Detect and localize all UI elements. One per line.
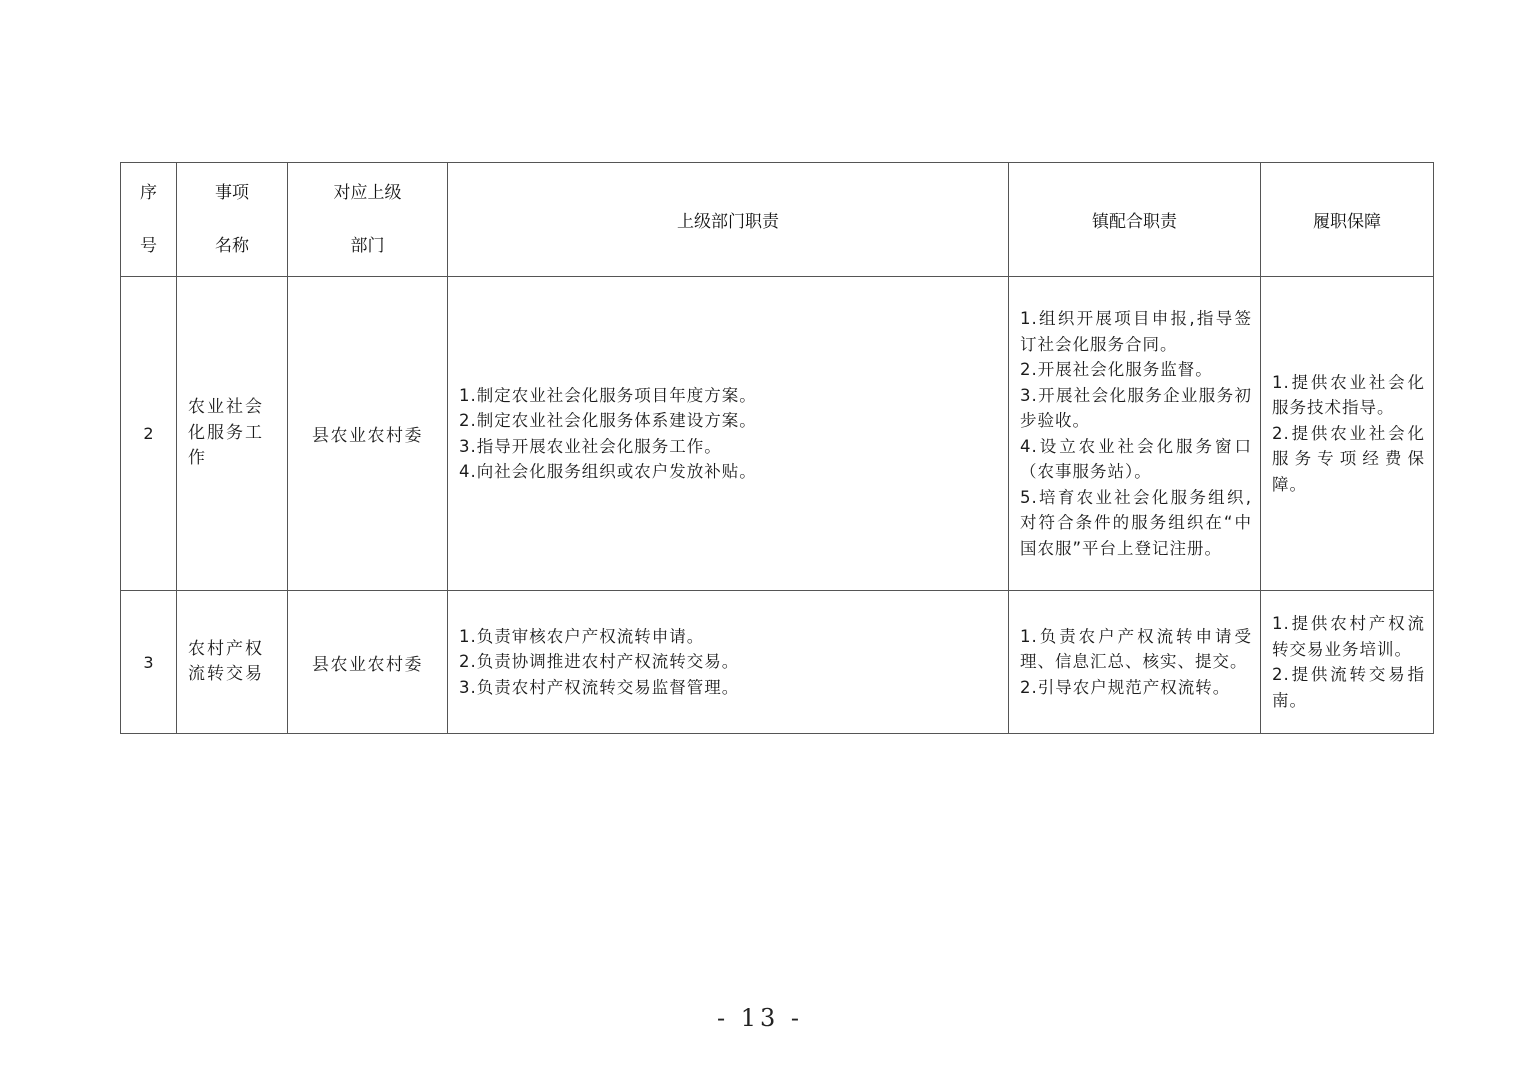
upper-duty-item: 2.制定农业社会化服务体系建设方案。	[459, 411, 757, 430]
header-seq-line2: 号	[140, 235, 157, 256]
table-row	[121, 277, 1434, 591]
row-town-duties	[1009, 591, 1261, 734]
guarantee-item: 2.提供流转交易指南。	[1272, 665, 1425, 710]
upper-duty-item: 1.制定农业社会化服务项目年度方案。	[459, 385, 757, 405]
guarantee-item: 1.提供农村产权流转交易业务培训。	[1272, 614, 1425, 659]
row-upper-duties	[448, 591, 1009, 734]
header-upper-dept	[288, 163, 448, 277]
row-town-duties	[1009, 277, 1261, 591]
row-seq: 2	[121, 277, 177, 591]
header-item-name	[177, 163, 288, 277]
table-row	[121, 591, 1434, 734]
row-upper-duties	[448, 277, 1009, 591]
upper-duty-item: 2.负责协调推进农村产权流转交易。	[459, 652, 740, 672]
header-seq-line1: 序	[140, 182, 157, 203]
row-item-name: 农业社会化服务工作	[177, 277, 288, 591]
upper-duty-item: 3.负责农村产权流转交易监督管理。	[459, 677, 740, 697]
town-duty-item: 5.培育农业社会化服务组织,对符合条件的服务组织在“中国农服”平台上登记注册。	[1020, 487, 1252, 558]
upper-duty-item: 3.指导开展农业社会化服务工作。	[459, 436, 722, 456]
upper-duty-item: 1.负责审核农户产权流转申请。	[459, 626, 705, 646]
upper-duty-item: 4.向社会化服务组织或农户发放补贴。	[459, 462, 757, 481]
page-number: - 13 -	[716, 1004, 803, 1032]
row-dept: 县农业农村委	[288, 591, 448, 734]
guarantee-item: 1.提供农业社会化服务技术指导。	[1272, 372, 1425, 418]
header-item-line1: 事项	[215, 182, 249, 203]
row-item-name: 农村产权流转交易	[177, 591, 288, 734]
town-duty-item: 1.组织开展项目申报,指导签订社会化服务合同。	[1020, 309, 1252, 354]
row-dept: 县农业农村委	[288, 277, 448, 591]
town-duty-item: 3.开展社会化服务企业服务初步验收。	[1020, 385, 1252, 430]
header-guarantee: 履职保障	[1261, 163, 1434, 277]
header-upper-duty: 上级部门职责	[448, 163, 1009, 277]
header-seq	[121, 163, 177, 277]
town-duty-item: 2.开展社会化服务监督。	[1020, 360, 1213, 379]
row-guarantees	[1261, 591, 1434, 734]
header-item-line2: 名称	[215, 235, 249, 256]
town-duty-item: 2.引导农户规范产权流转。	[1020, 677, 1231, 697]
header-town-duty: 镇配合职责	[1009, 163, 1261, 277]
table-header-row	[121, 163, 1434, 277]
duty-table	[120, 162, 1434, 734]
header-upper-dept-line2: 部门	[350, 235, 385, 256]
row-seq: 3	[121, 591, 177, 734]
row-guarantees	[1261, 277, 1434, 591]
guarantee-item: 2.提供农业社会化服务专项经费保障。	[1272, 423, 1425, 494]
town-duty-item: 1.负责农户产权流转申请受理、信息汇总、核实、提交。	[1020, 626, 1252, 672]
header-upper-dept-line1: 对应上级	[333, 182, 402, 203]
town-duty-item: 4.设立农业社会化服务窗口（农事服务站）。	[1020, 436, 1252, 481]
